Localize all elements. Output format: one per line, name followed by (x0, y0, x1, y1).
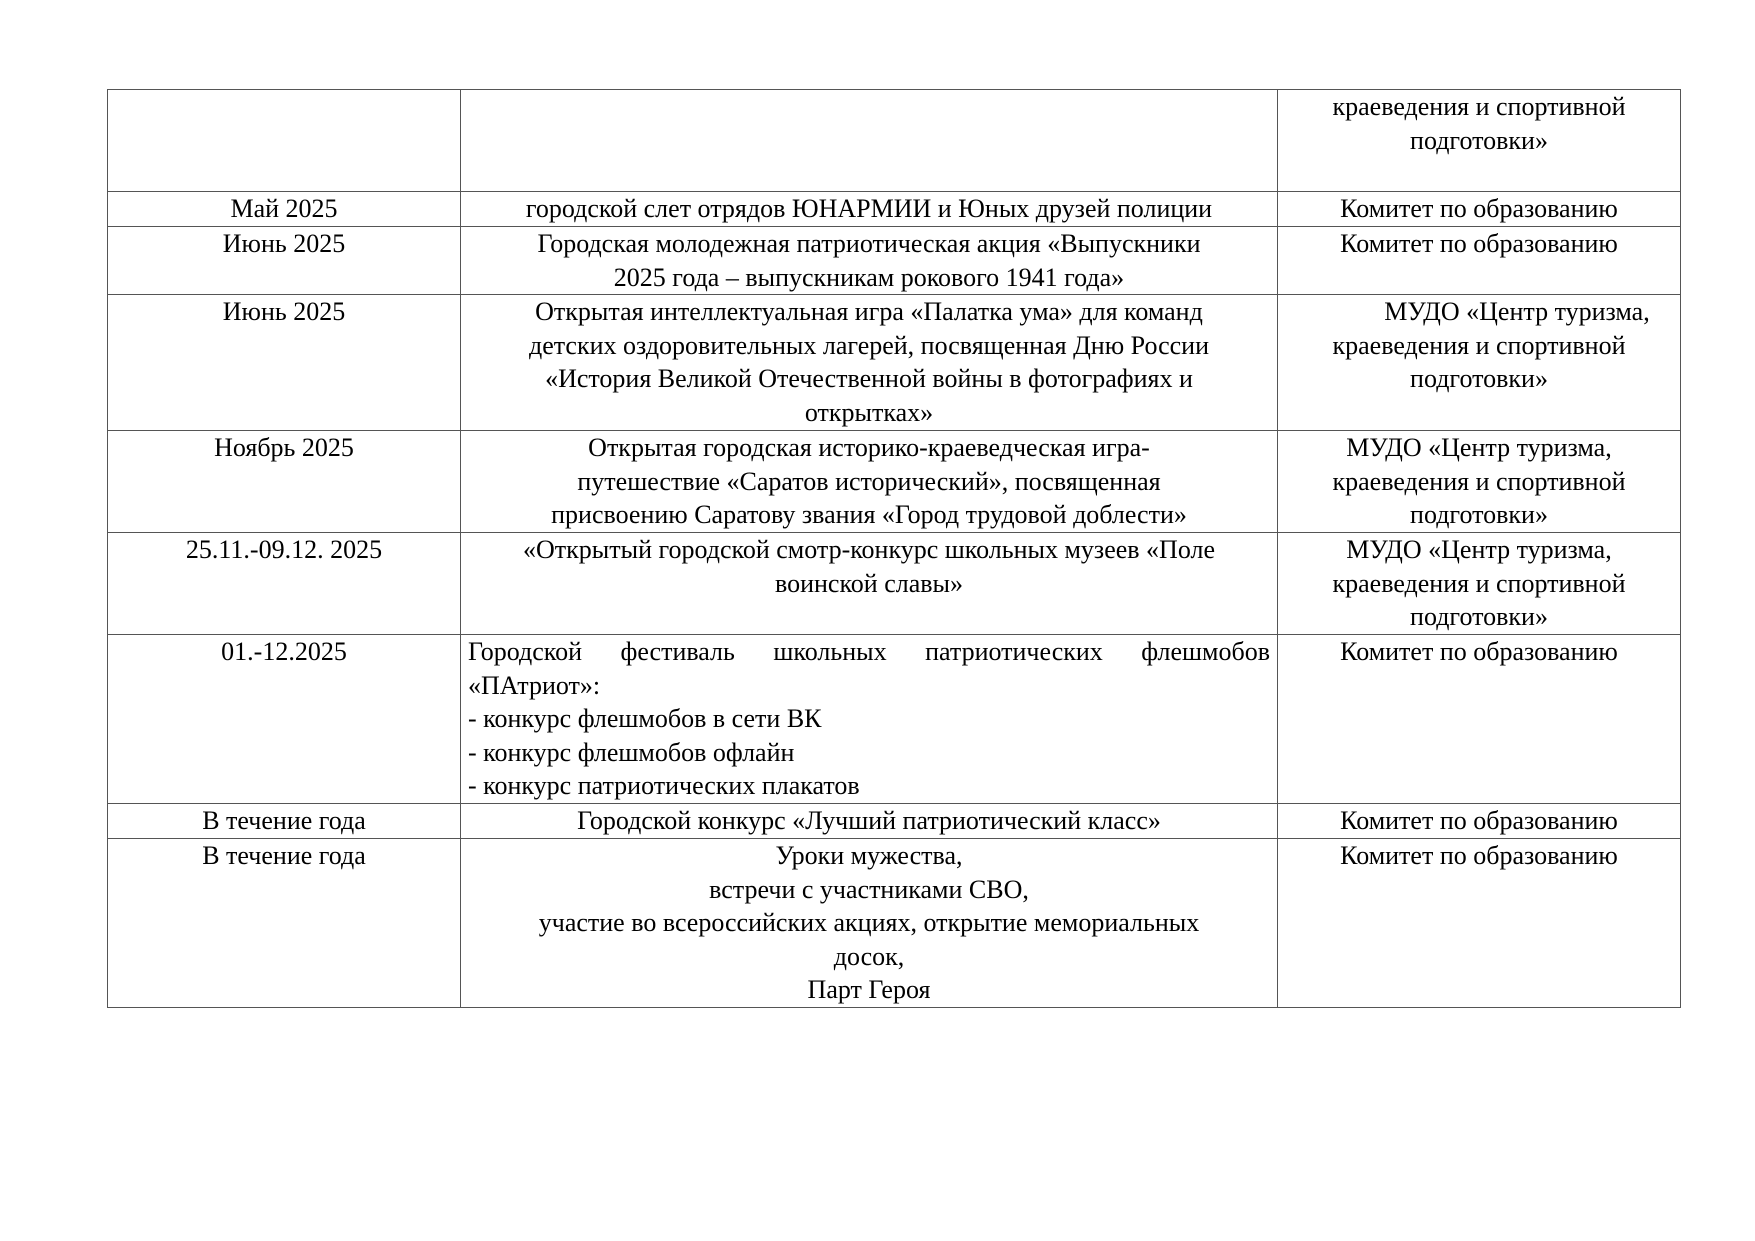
event-line: - конкурс патриотических плакатов (468, 771, 860, 800)
organizer-line: краеведения и спортивной (1332, 568, 1626, 598)
event-line: «История Великой Отечественной войны в фотографиях и (545, 364, 1193, 393)
date-text: Июнь 2025 (222, 297, 346, 326)
event-line: Парт Героя (807, 975, 931, 1004)
event-cell (461, 533, 1278, 635)
event-line: «Открытый городской смотр-конкурс школьных музеев «Поле (523, 535, 1215, 564)
table-row (108, 431, 1681, 533)
event-line: Городской фестиваль школьных патриотических флешмобов (468, 637, 1270, 666)
table-row (108, 804, 1681, 839)
date-text: 01.-12.2025 (221, 637, 347, 666)
organizer-line: краеведения и спортивной (1332, 92, 1626, 121)
date-cell (108, 533, 461, 635)
date-cell (108, 295, 461, 431)
organizer-line: подготовки» (1410, 364, 1548, 393)
date-cell (108, 804, 461, 839)
event-line: встречи с участниками СВО, (709, 874, 1029, 904)
date-cell (108, 227, 461, 295)
organizer-line: краеведения и спортивной (1332, 330, 1626, 360)
table-row (108, 90, 1681, 192)
organizer-cell (1278, 295, 1681, 431)
date-cell (108, 192, 461, 227)
event-line: путешествие «Саратов исторический», посвященная (577, 466, 1161, 496)
date-cell (108, 431, 461, 533)
event-line: открытках» (804, 397, 934, 427)
table-row (108, 192, 1681, 227)
date-text: Ноябрь 2025 (214, 433, 354, 462)
event-line: - конкурс флешмобов офлайн (468, 737, 795, 767)
event-line: Городская молодежная патриотическая акция «Выпускники (537, 229, 1201, 258)
date-text: В течение года (202, 806, 366, 835)
event-line: 2025 года – выпускникам рокового 1941 года» (613, 262, 1125, 292)
event-cell (461, 90, 1278, 192)
organizer-cell (1278, 192, 1681, 227)
event-line: Открытая интеллектуальная игра «Палатка ума» для команд (535, 297, 1203, 326)
date-text: 25.11.-09.12. 2025 (185, 535, 383, 564)
event-cell (461, 192, 1278, 227)
organizer-line: краеведения и спортивной (1332, 466, 1626, 496)
organizer-cell (1278, 635, 1681, 804)
organizer-cell (1278, 90, 1681, 192)
organizer-line: Комитет по образованию (1340, 229, 1618, 258)
organizer-line: Комитет по образованию (1340, 841, 1618, 870)
organizer-line: подготовки» (1410, 500, 1548, 529)
event-cell (461, 431, 1278, 533)
event-line: городской слет отрядов ЮНАРМИИ и Юных друзей полиции (525, 194, 1213, 223)
event-line: детских оздоровительных лагерей, посвященная Дню России (528, 330, 1210, 360)
events-table (107, 89, 1681, 1008)
event-line: участие во всероссийских акциях, открытие мемориальных (538, 908, 1200, 937)
event-line: присвоению Саратову звания «Город трудовой доблести» (551, 500, 1187, 529)
organizer-cell (1278, 227, 1681, 295)
organizer-cell (1278, 431, 1681, 533)
date-text: Июнь 2025 (222, 229, 346, 258)
organizer-line: МУДО «Центр туризма, (1384, 297, 1650, 326)
table-row (108, 227, 1681, 295)
organizer-cell (1278, 804, 1681, 839)
event-cell (461, 804, 1278, 839)
organizer-line: МУДО «Центр туризма, (1346, 535, 1612, 564)
organizer-cell (1278, 839, 1681, 1008)
event-line: «ПАтриот»: (468, 670, 601, 700)
date-text: В течение года (202, 841, 366, 870)
table-row (108, 295, 1681, 431)
event-cell (461, 295, 1278, 431)
table-row (108, 839, 1681, 1008)
table-row (108, 533, 1681, 635)
date-cell (108, 839, 461, 1008)
event-line: - конкурс флешмобов в сети ВК (468, 704, 822, 733)
organizer-cell (1278, 533, 1681, 635)
event-cell (461, 839, 1278, 1008)
table-row (108, 635, 1681, 804)
event-cell (461, 635, 1278, 804)
organizer-line: МУДО «Центр туризма, (1346, 433, 1612, 462)
event-line: досок, (833, 941, 905, 971)
organizer-line: подготовки» (1410, 125, 1548, 155)
event-cell (461, 227, 1278, 295)
organizer-line: Комитет по образованию (1340, 806, 1618, 835)
event-line: Открытая городская историко-краеведческая игра- (588, 433, 1150, 462)
date-text: Май 2025 (230, 194, 338, 223)
event-line: Уроки мужества, (775, 841, 963, 870)
date-cell (108, 90, 461, 192)
event-line: Городской конкурс «Лучший патриотический класс» (577, 806, 1161, 835)
date-cell (108, 635, 461, 804)
organizer-line: подготовки» (1410, 602, 1548, 631)
event-line: воинской славы» (775, 568, 963, 598)
organizer-line: Комитет по образованию (1340, 194, 1618, 223)
organizer-line: Комитет по образованию (1340, 637, 1618, 666)
